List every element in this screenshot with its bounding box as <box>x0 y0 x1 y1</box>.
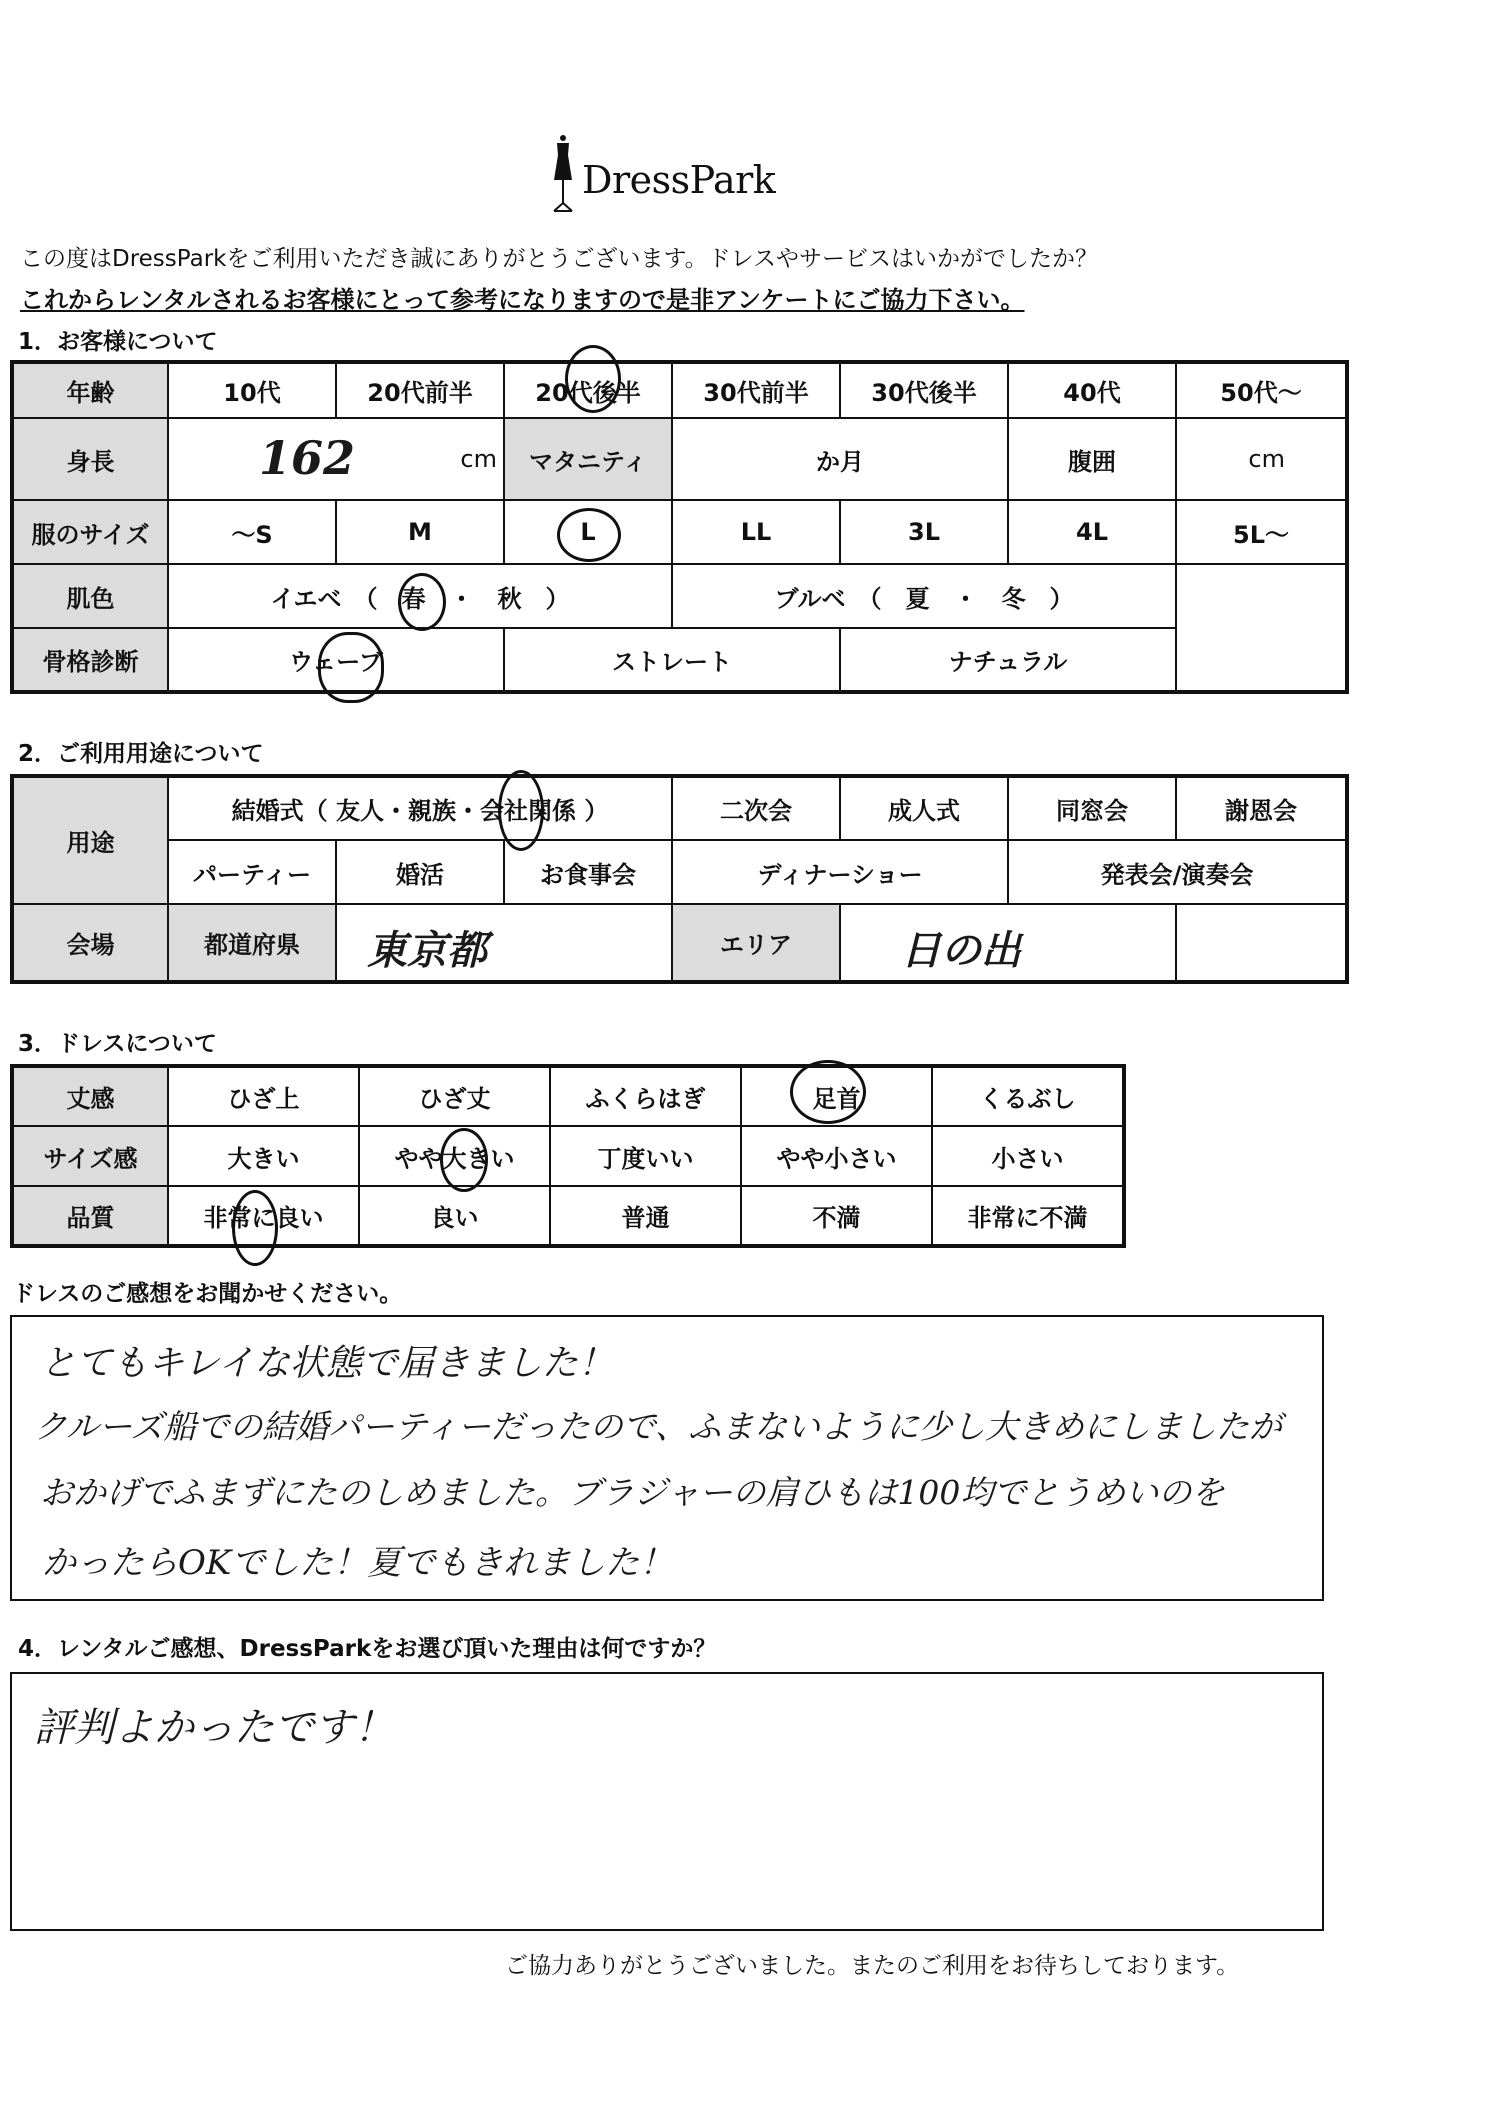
height-label: 身長 <box>12 418 168 500</box>
purpose-option[interactable]: 二次会 <box>672 776 840 840</box>
maternity-field[interactable] <box>672 418 1008 500</box>
selection-circle <box>557 508 621 562</box>
selection-circle <box>790 1060 866 1124</box>
size-option[interactable]: 3L <box>840 500 1008 564</box>
frame-option[interactable]: ナチュラル <box>840 628 1176 692</box>
maternity-label: マタニティ <box>504 418 672 500</box>
venue-label: 会場 <box>12 904 168 982</box>
purpose-option[interactable]: ディナーショー <box>672 840 1008 904</box>
intro-request: これからレンタルされるお客様にとって参考になりますので是非アンケートにご協力下さい。 <box>20 286 1025 314</box>
reason-textarea[interactable] <box>10 1672 1324 1931</box>
size-option[interactable]: M <box>336 500 504 564</box>
empty-cell <box>1176 628 1347 692</box>
length-option[interactable]: ふくらはぎ <box>550 1066 741 1126</box>
purpose-wedding-option[interactable]: 結婚式（ 友人・親族・会社関係 ） <box>168 776 672 840</box>
purpose-option[interactable]: お食事会 <box>504 840 672 904</box>
length-option[interactable]: ひざ上 <box>168 1066 359 1126</box>
size-option[interactable]: LL <box>672 500 840 564</box>
selection-circle <box>565 345 621 413</box>
waist-unit[interactable]: cm <box>1176 418 1347 500</box>
empty-cell <box>1176 564 1347 628</box>
quality-option[interactable]: 良い <box>359 1186 550 1246</box>
purpose-option[interactable]: 発表会/演奏会 <box>1008 840 1347 904</box>
clothing-size-label: 服のサイズ <box>12 500 168 564</box>
quality-option[interactable]: 不満 <box>741 1186 932 1246</box>
age-option[interactable]: 40代 <box>1008 362 1176 418</box>
quality-option[interactable]: 普通 <box>550 1186 741 1246</box>
purpose-option[interactable]: 同窓会 <box>1008 776 1176 840</box>
reason-answer: 評判よかったです！ <box>34 1705 394 1751</box>
selection-circle <box>318 632 384 703</box>
usage-table <box>10 774 1349 984</box>
area-field[interactable] <box>840 904 1176 982</box>
brand-name: DressPark <box>582 158 776 202</box>
impression-prompt: ドレスのご感想をお聞かせください。 <box>12 1281 403 1307</box>
quality-option-selected[interactable]: 非常に良い <box>168 1186 359 1246</box>
waist-label: 腹囲 <box>1008 418 1176 500</box>
fit-option[interactable]: 大きい <box>168 1126 359 1186</box>
impression-line: おかげでふまずにたのしめました。ブラジャーの肩ひもは100均でとうめいのを <box>40 1473 1225 1512</box>
size-option[interactable]: 5L～ <box>1176 500 1347 564</box>
selection-circle <box>498 770 544 851</box>
area-value: 日の出 <box>901 927 1022 974</box>
age-option[interactable]: 10代 <box>168 362 336 418</box>
dress-table <box>10 1064 1126 1248</box>
purpose-label: 用途 <box>12 776 168 904</box>
height-unit: cm <box>460 445 497 473</box>
purpose-option[interactable]: 謝恩会 <box>1176 776 1347 840</box>
brand-logo <box>548 130 808 220</box>
length-label: 丈感 <box>12 1066 168 1126</box>
age-option[interactable]: 30代前半 <box>672 362 840 418</box>
quality-label: 品質 <box>12 1186 168 1246</box>
skin-yellow-option[interactable]: イエベ （ 春 ・ 秋 ） <box>168 564 672 628</box>
height-value: 162 <box>259 431 356 485</box>
age-option[interactable]: 50代～ <box>1176 362 1347 418</box>
height-field[interactable] <box>168 418 504 500</box>
frame-option-selected[interactable]: ウェーブ <box>168 628 504 692</box>
purpose-option[interactable]: 成人式 <box>840 776 1008 840</box>
prefecture-value: 東京都 <box>367 927 487 974</box>
section-1-title: 1．お客様について <box>18 329 218 355</box>
empty-cell <box>1176 904 1347 982</box>
fit-option[interactable]: 丁度いい <box>550 1126 741 1186</box>
impression-line: とてもキレイな状態で届きました！ <box>40 1343 614 1384</box>
impression-textarea[interactable] <box>10 1315 1324 1601</box>
frame-option[interactable]: ストレート <box>504 628 840 692</box>
dress-mannequin-icon <box>548 135 578 215</box>
section-4-title: 4．レンタルご感想、DressParkをお選び頂いた理由は何ですか？ <box>18 1636 717 1662</box>
age-option[interactable]: 20代前半 <box>336 362 504 418</box>
selection-circle <box>398 573 446 631</box>
purpose-option[interactable]: パーティー <box>168 840 336 904</box>
length-option[interactable]: くるぶし <box>932 1066 1124 1126</box>
size-option[interactable]: ～S <box>168 500 336 564</box>
fit-option-selected[interactable]: やや大きい <box>359 1126 550 1186</box>
frame-label: 骨格診断 <box>12 628 168 692</box>
purpose-option[interactable]: 婚活 <box>336 840 504 904</box>
age-label: 年齢 <box>12 362 168 418</box>
length-option[interactable]: ひざ丈 <box>359 1066 550 1126</box>
length-option-selected[interactable]: 足首 <box>741 1066 932 1126</box>
fit-label: サイズ感 <box>12 1126 168 1186</box>
section-3-title: 3．ドレスについて <box>18 1031 217 1057</box>
intro-line: この度はDressParkをご利用いただき誠にありがとうございます。ドレスやサービスはいかがでしたか？ <box>20 246 1098 272</box>
impression-line: かったらOKでした！夏でもきれました！ <box>42 1543 674 1583</box>
size-option-selected[interactable]: L <box>504 500 672 564</box>
prefecture-label: 都道府県 <box>168 904 336 982</box>
skin-label: 肌色 <box>12 564 168 628</box>
age-option-selected[interactable]: 20代後半 <box>504 362 672 418</box>
maternity-unit: か月 <box>816 447 864 476</box>
customer-table <box>10 360 1349 694</box>
fit-option[interactable]: 小さい <box>932 1126 1124 1186</box>
selection-circle <box>440 1128 488 1192</box>
size-option[interactable]: 4L <box>1008 500 1176 564</box>
quality-option[interactable]: 非常に不満 <box>932 1186 1124 1246</box>
impression-line: クルーズ船での結婚パーティーだったので、ふまないように少し大きめにしましたが <box>34 1407 1283 1446</box>
prefecture-field[interactable] <box>336 904 672 982</box>
selection-circle <box>232 1190 278 1266</box>
footer-thanks: ご協力ありがとうございました。またのご利用をお待ちしております。 <box>505 1953 1240 1979</box>
skin-blue-option[interactable]: ブルベ （ 夏 ・ 冬 ） <box>672 564 1176 628</box>
area-label: エリア <box>672 904 840 982</box>
fit-option[interactable]: やや小さい <box>741 1126 932 1186</box>
age-option[interactable]: 30代後半 <box>840 362 1008 418</box>
section-2-title: 2．ご利用用途について <box>18 741 264 767</box>
